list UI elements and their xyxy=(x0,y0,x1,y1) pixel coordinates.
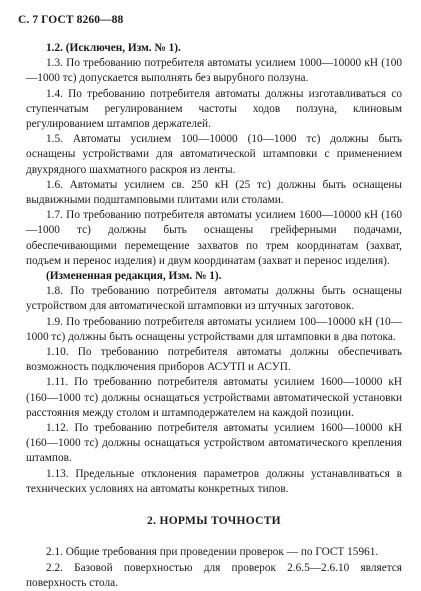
paragraph-group-accuracy xyxy=(26,545,402,591)
document-body xyxy=(26,41,402,591)
paragraph xyxy=(26,269,402,284)
section-title: 2. НОРМЫ ТОЧНОСТИ xyxy=(147,515,281,528)
paragraph: 1.10. По требованию потребителя автоматы должны обеспечивать возможность подключения приборов АСУТП и АСУП. xyxy=(26,346,402,374)
paragraph: 2.1. Общие требования при проведении проверок — по ГОСТ 15961. xyxy=(46,546,379,559)
paragraph: 1.13. Предельные отклонения параметров должны устанавливаться в технических условиях на автоматы конкретных типов. xyxy=(26,467,402,495)
paragraph: 1.7. По требованию потребителя автоматы усилием 1600—10000 кН (160—1000 тс) должны быть оснащены грейферными подачами, обеспечивающими перемещение захватов по трем координатам (захват, подъем и перенос изделия) и двум координатам (захват и перенос изделия). xyxy=(26,209,402,267)
paragraph: 1.8. По требованию потребителя автоматы должны быть оснащены устройством для автоматической штамповки из штучных заготовок. xyxy=(26,285,402,313)
paragraph-text-bold: 1.2. (Исключен, Изм. № 1). xyxy=(46,42,181,54)
paragraph: 1.5. Автоматы усилием 100—10000 (10—1000 тс) должны быть оснащены устройствами для автоматической штамповки с применением двухрядного шахматного раскроя из ленты. xyxy=(26,133,402,176)
paragraph: 1.12. По требованию потребителя автоматы усилием 1600—10000 кН (160—1000 тс) должны оснащаться устройством автоматического крепления штампов. xyxy=(26,422,402,465)
paragraph: 1.11. По требованию потребителя автоматы усилием 1600—10000 кН (160—1000 тс) должны оснащаться устройствами автоматической установки расстояния между столом и штамподержателем на каждой позиции. xyxy=(26,376,402,419)
paragraph: 1.3. По требованию потребителя автоматы усилием 1000—10000 кН (100—1000 тс) допускается выполнять без вырубного ползуна. xyxy=(26,57,402,85)
paragraph: 1.9. По требованию потребителя автоматы усилием 100—10000 кН (10—1000 тс) должны быть оснащены устройствами для штамповки в два потока. xyxy=(26,315,402,343)
paragraph-text-bold: (Измененная редакция, Изм. № 1). xyxy=(46,270,222,283)
paragraph: 2.2. Базовой поверхностью для проверок 2.6.5—2.6.10 является поверхность стола. xyxy=(26,561,402,589)
paragraph: 1.6. Автоматы усилием св. 250 кН (25 тс) должны быть оснащены выдвижными подштамповыми плитами или столами. xyxy=(26,178,402,207)
paragraph-group-requirements xyxy=(26,41,402,497)
paragraph: 1.4. По требованию потребителя автоматы должны изготавливаться со ступенчатым регулированием частоты ходов ползуна, клиновым регулированием штампов держателей. xyxy=(26,87,402,131)
page-header: С. 7 ГОСТ 8260—88 xyxy=(18,14,124,26)
paragraph xyxy=(26,41,402,56)
